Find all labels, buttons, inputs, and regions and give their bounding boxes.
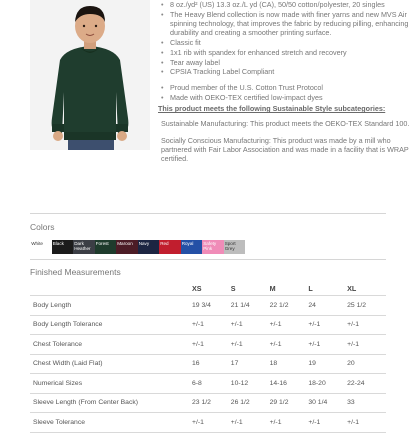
swatch-white[interactable] [30,240,52,254]
swatch-label: Royal [181,241,194,246]
feature-item: • 1x1 rib with spandex for enhanced stretch and recovery [170,48,410,57]
cell-value: 18 [270,354,309,374]
cell-value: 6-8 [192,374,231,394]
swatch-label: White [31,241,43,246]
cell-value: 16 [192,354,231,374]
table-row [30,374,386,394]
cell-value: 29 1/2 [270,393,309,413]
row-label: Body Length Tolerance [30,315,192,335]
cell-value: +/-1 [270,315,309,335]
sustainable-manufacturing-text: Sustainable Manufacturing: This product meets the OEKO-TEX Standard 100. [161,119,410,129]
size-header: XL [347,283,357,293]
swatch-red[interactable] [159,240,181,254]
product-description [158,0,410,170]
row-label: Body Length [30,296,192,316]
sustainability-list [158,83,410,102]
swatch-label: Black [52,241,64,246]
cell-value: +/-1 [308,315,347,335]
model-in-sweatshirt-image [30,0,150,150]
size-header: L [308,283,313,293]
cell-value: +/-1 [347,315,386,335]
row-label: Sleeve Tolerance [30,413,192,433]
cell-value: +/-1 [231,335,270,355]
cell-value: +/-1 [192,413,231,433]
cell-value: 19 [308,354,347,374]
cell-value: 22-24 [347,374,386,394]
swatch-safety-pink[interactable] [202,240,224,254]
cell-value: 18-20 [308,374,347,394]
size-header-row [30,281,386,296]
size-header: XS [192,283,202,293]
swatch-label: Dark Heather [74,241,91,251]
cell-value: +/-1 [192,315,231,335]
swatch-royal[interactable] [181,240,203,254]
table-row [30,296,386,316]
swatch-label: Navy [138,241,150,246]
cell-value: +/-1 [347,335,386,355]
swatch-black[interactable] [52,240,74,254]
size-header: S [230,283,236,293]
table-row [30,335,386,355]
colors-title: Colors [30,222,55,232]
table-row [30,413,386,433]
swatch-label: Maroon [117,241,133,246]
swatch-label: Sport Grey [224,241,236,251]
empty-header [30,281,192,296]
cell-value: 14-16 [270,374,309,394]
cell-value: 21 1/4 [231,296,270,316]
measurements-table [30,281,386,433]
cell-value: +/-1 [231,315,270,335]
cell-value: +/-1 [308,413,347,433]
cell-value: 10-12 [231,374,270,394]
swatch-navy[interactable] [138,240,160,254]
row-label: Chest Tolerance [30,335,192,355]
product-photo [30,0,150,150]
sustainability-item: • Proud member of the U.S. Cotton Trust Protocol [170,83,410,92]
swatch-dark-heather[interactable] [73,240,95,254]
cell-value: +/-1 [192,335,231,355]
table-row [30,354,386,374]
cell-value: 19 3/4 [192,296,231,316]
feature-item: • The Heavy Blend collection is now made with finer yarns and new MVS Air spinning technology, that improves the fabric by reducing pilling, enhancing durability and creating a smoother printing surface. [170,10,410,38]
cell-value: +/-1 [231,413,270,433]
feature-item: • CPSIA Tracking Label Compliant [170,67,410,76]
cell-value: 26 1/2 [231,393,270,413]
sustainability-item: • Made with OEKO-TEX certified low-impact dyes [170,93,410,102]
cell-value: 33 [347,393,386,413]
cell-value: +/-1 [270,335,309,355]
size-header: M [269,283,276,293]
swatch-forest[interactable] [95,240,117,254]
feature-item: • 8 oz./yd² (US) 13.3 oz./L yd (CA), 50/50 cotton/polyester, 20 singles [170,0,410,9]
cell-value: 20 [347,354,386,374]
cell-value: 25 1/2 [347,296,386,316]
sustainable-style-heading: This product meets the following Sustainable Style subcategories: [158,104,386,114]
table-row [30,315,386,335]
row-label: Sleeve Length (From Center Back) [30,393,192,413]
cell-value: 17 [231,354,270,374]
cell-value: +/-1 [308,335,347,355]
feature-item: • Classic fit [170,38,410,47]
feature-item: • Tear away label [170,58,410,67]
measurements-title: Finished Measurements [30,267,121,277]
swatch-label: Forest [95,241,109,246]
swatch-sport-grey[interactable] [224,240,246,254]
socially-conscious-text: Socially Conscious Manufacturing: This product was made by a mill who partnered with Fair Labor Association and was made in a facility that is WRAP certified. [161,135,409,163]
divider [30,213,386,214]
row-label: Numerical Sizes [30,374,192,394]
feature-list [158,0,410,77]
swatch-maroon[interactable] [116,240,138,254]
table-row [30,393,386,413]
cell-value: 24 [308,296,347,316]
cell-value: 23 1/2 [192,393,231,413]
swatch-label: Red [160,241,169,246]
swatch-label: Safety Pink [203,241,217,251]
cell-value: +/-1 [270,413,309,433]
cell-value: 30 1/4 [308,393,347,413]
cell-value: 22 1/2 [270,296,309,316]
color-swatches [30,240,245,254]
row-label: Chest Width (Laid Flat) [30,354,192,374]
divider [30,259,386,260]
cell-value: +/-1 [347,413,386,433]
